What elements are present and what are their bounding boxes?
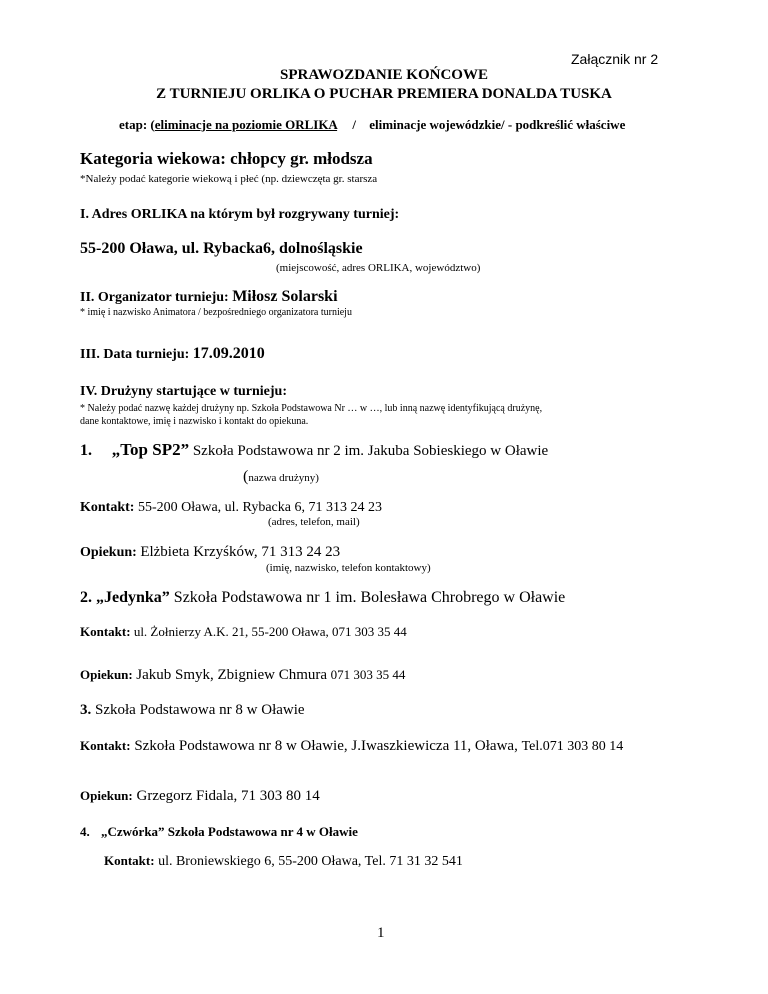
team-2-guardian-value: Jakub Smyk, Zbigniew Chmura xyxy=(136,667,328,683)
category-note: *Należy podać kategorie wiekową i płeć (np. dziewczęta gr. starsza xyxy=(80,173,378,185)
team-2-contact-value: ul. Żołnierzy A.K. 21, 55-200 Oława, 071 303 35 44 xyxy=(133,624,407,639)
team-4-title: „Czwórka” Szkoła Podstawowa nr 4 w Oławie xyxy=(101,824,358,839)
team-3-contact-phone: Tel.071 303 80 14 xyxy=(521,739,624,754)
team-1-name-hint-text: nazwa drużyny) xyxy=(248,472,319,484)
team-1-name-hint xyxy=(243,468,319,486)
team-1-name-hint-paren: ( xyxy=(243,468,249,485)
team-2-contact xyxy=(80,624,407,640)
team-3-guardian-label: Opiekun: xyxy=(80,788,133,803)
section-1-heading: I. Adres ORLIKA na którym był rozgrywany turniej: xyxy=(80,207,400,222)
team-4-contact-label: Kontakt: xyxy=(104,853,155,868)
title-line-2: Z TURNIEJU ORLIKA O PUCHAR PREMIERA DONALDA TUSKA xyxy=(156,86,612,102)
section-2-value: Miłosz Solarski xyxy=(232,288,338,305)
team-3-guardian xyxy=(80,788,320,805)
section-2-line xyxy=(80,288,338,306)
section-4-note-1: * Należy podać nazwę każdej drużyny np. Szkoła Podstawowa Nr … w …, lub inną nazwę identyfikującą drużynę, xyxy=(80,403,543,414)
section-2-heading: II. Organizator turnieju: xyxy=(80,290,233,305)
team-2-guardian-label: Opiekun: xyxy=(80,667,133,682)
stage-option-regional: eliminacje wojewódzkie/ - podkreślić właściwe xyxy=(369,117,626,132)
team-1-heading xyxy=(80,440,548,460)
stage-option-local: eliminacje na poziomie ORLIKA xyxy=(154,117,338,132)
section-2-note: * imię i nazwisko Animatora / bezpośredniego organizatora turnieju xyxy=(80,307,352,318)
attachment-label: Załącznik nr 2 xyxy=(571,51,659,67)
team-1-school: Szkoła Podstawowa nr 2 im. Jakuba Sobieskiego w Oławie xyxy=(192,443,549,459)
team-3-contact-label: Kontakt: xyxy=(80,738,131,753)
category-label: Kategoria wiekowa: chłopcy gr. młodsza xyxy=(80,149,373,168)
team-3-guardian-value: Grzegorz Fidala, 71 303 80 14 xyxy=(136,788,320,804)
team-1-guardian xyxy=(80,544,340,561)
section-4-note-2: dane kontaktowe, imię i nazwisko i kontakt do opiekuna. xyxy=(80,416,309,427)
section-1-hint: (miejscowość, adres ORLIKA, województwo) xyxy=(276,262,481,274)
team-3-contact xyxy=(80,738,623,755)
team-2-guardian-phone: 071 303 35 44 xyxy=(330,667,406,682)
team-1-name: „Top SP2” xyxy=(111,440,190,459)
team-3-school: Szkoła Podstawowa nr 8 w Oławie xyxy=(95,702,305,718)
title-line-1: SPRAWOZDANIE KOŃCOWE xyxy=(280,67,488,83)
section-3-line xyxy=(80,345,265,363)
team-2-contact-label: Kontakt: xyxy=(80,624,131,639)
team-4-heading xyxy=(80,824,358,840)
team-3-heading xyxy=(80,702,305,719)
team-4-contact xyxy=(104,853,463,870)
team-3-number: 3. xyxy=(80,702,92,718)
team-1-guardian-value: Elżbieta Krzyśków, 71 313 24 23 xyxy=(140,544,341,560)
team-2-guardian xyxy=(80,667,405,684)
team-1-contact-value: 55-200 Oława, ul. Rybacka 6, 71 313 24 23 xyxy=(137,500,382,515)
team-1-guardian-label: Opiekun: xyxy=(80,545,137,560)
stage-line xyxy=(119,117,625,133)
team-3-contact-value: Szkoła Podstawowa nr 8 w Oławie, J.Iwaszkiewicza 11, Oława, xyxy=(134,738,518,754)
section-3-value: 17.09.2010 xyxy=(192,345,265,362)
team-1-number: 1. xyxy=(80,442,92,459)
team-1-contact-hint: (adres, telefon, mail) xyxy=(268,516,360,528)
team-2-heading xyxy=(80,589,565,607)
team-1-contact xyxy=(80,500,382,516)
team-2-number: 2. xyxy=(80,589,92,606)
section-1-value: 55-200 Oława, ul. Rybacka6, dolnośląskie xyxy=(80,240,363,257)
stage-separator: / xyxy=(352,117,356,132)
team-1-guardian-hint: (imię, nazwisko, telefon kontaktowy) xyxy=(266,562,431,574)
team-4-number: 4. xyxy=(80,824,90,839)
team-1-contact-label: Kontakt: xyxy=(80,500,135,515)
team-2-school: Szkoła Podstawowa nr 1 im. Bolesława Chrobrego w Oławie xyxy=(173,589,566,606)
page-number: 1 xyxy=(377,925,385,941)
section-3-heading: III. Data turnieju: xyxy=(80,347,193,362)
team-2-name: „Jedynka” xyxy=(96,589,170,606)
team-4-contact-value: ul. Broniewskiego 6, 55-200 Oława, Tel. 71 31 32 541 xyxy=(158,854,463,869)
section-4-heading: IV. Drużyny startujące w turnieju: xyxy=(80,384,287,399)
stage-prefix: etap: ( xyxy=(119,117,155,132)
